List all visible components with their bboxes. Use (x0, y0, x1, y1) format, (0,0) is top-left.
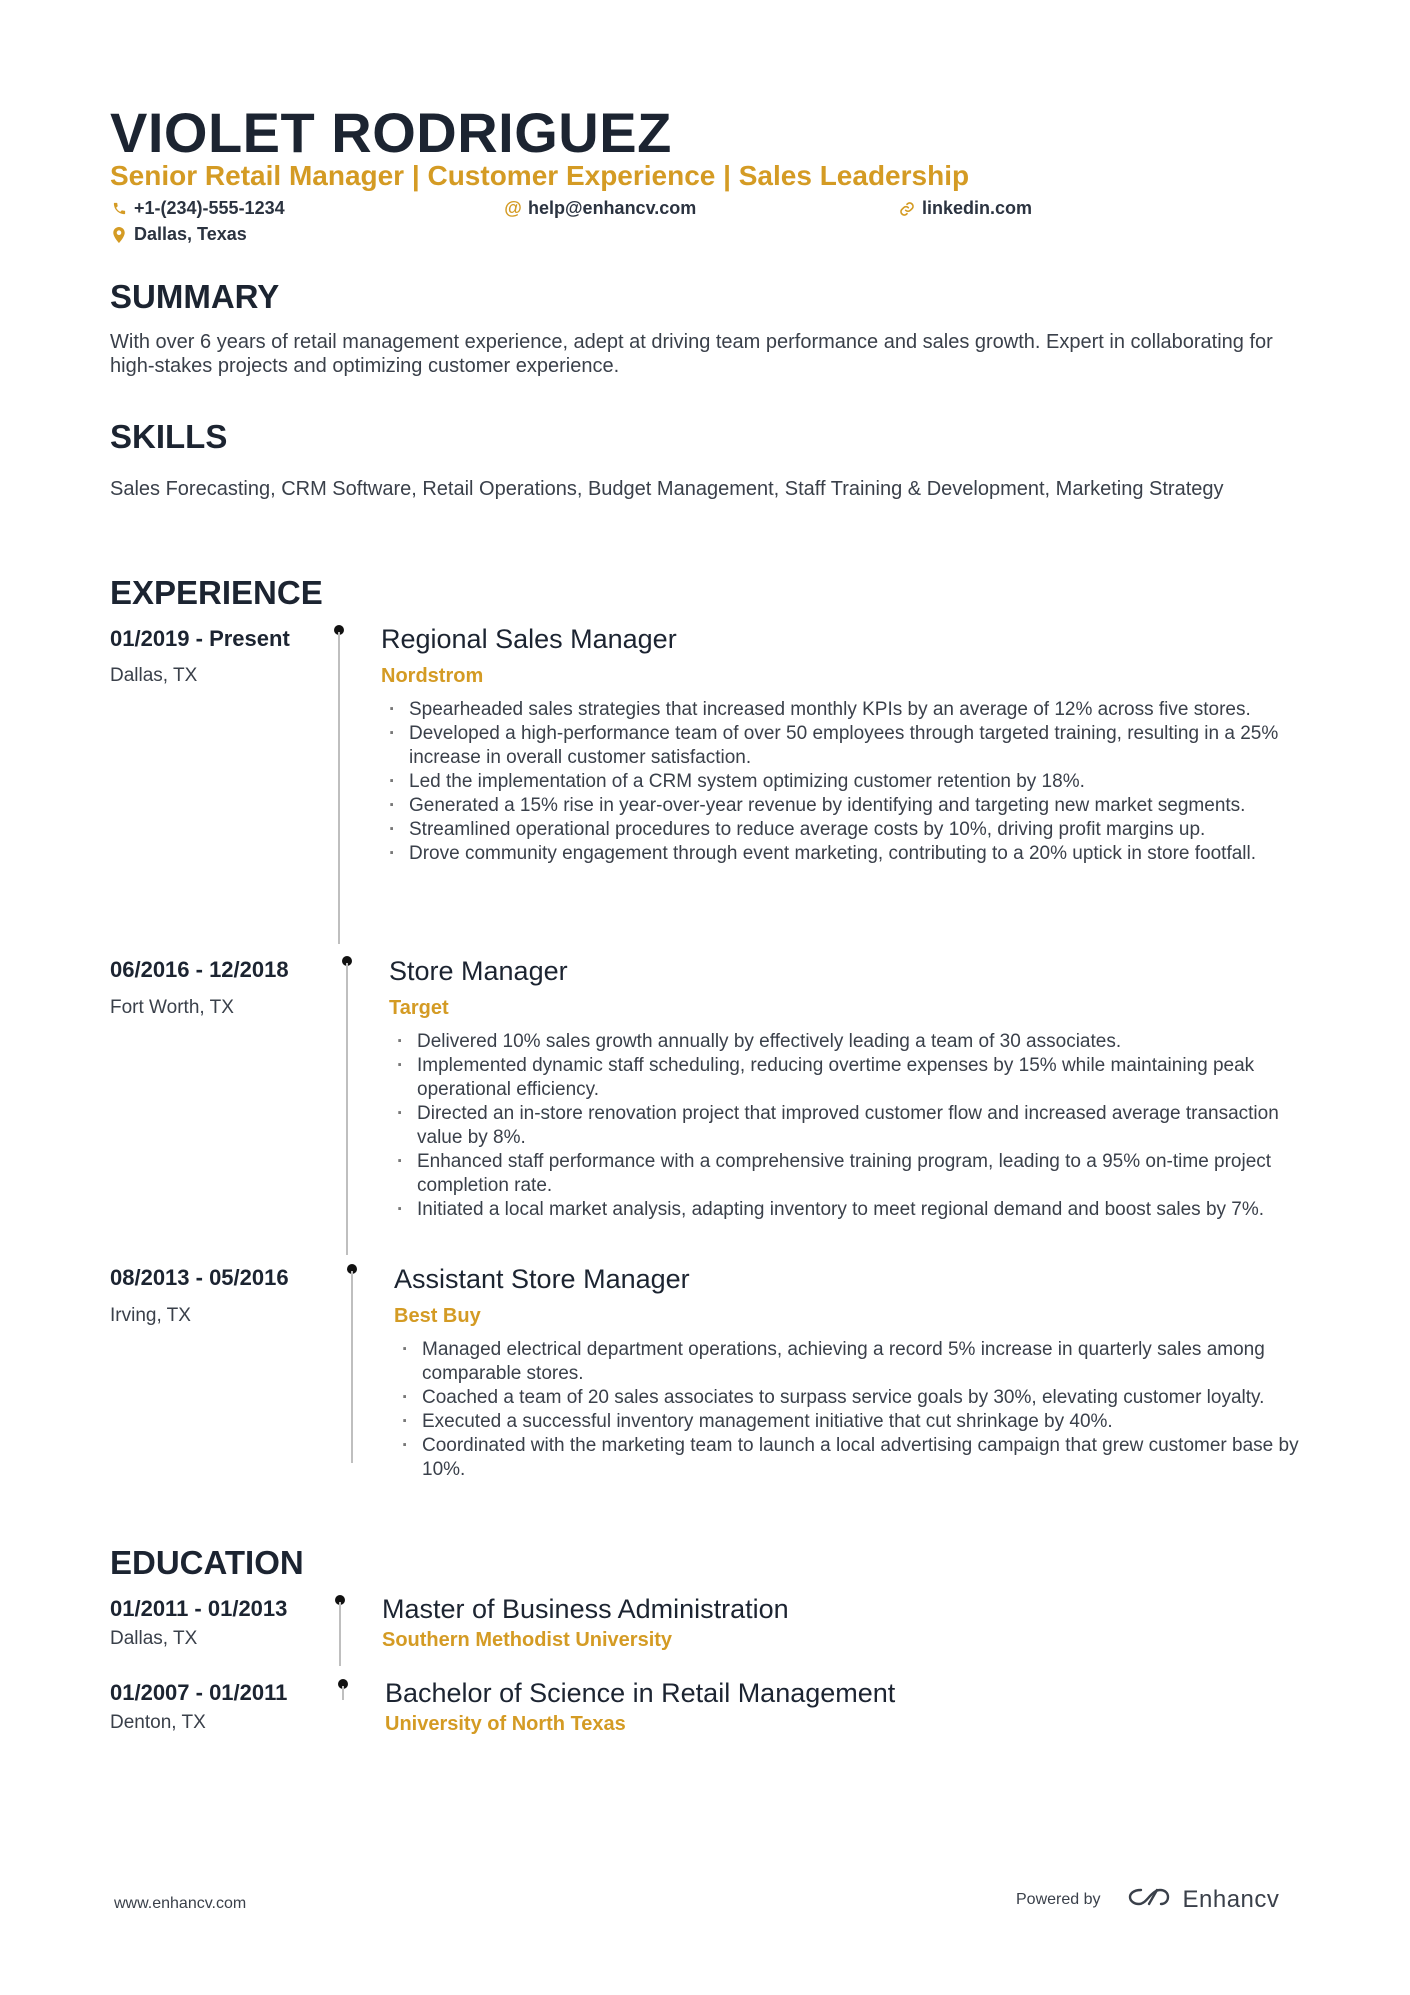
timeline-line (339, 1602, 341, 1666)
bullet-item: · Generated a 15% rise in year-over-year revenue by identifying and targeting new market segments. (381, 794, 1301, 818)
contact-location (110, 224, 247, 245)
bullet-item: · Developed a high-performance team of over 50 employees through targeted training, resulting in a 25% increase in overall customer satisfaction. (381, 722, 1301, 770)
job-dates: 06/2016 - 12/2018 (110, 957, 289, 982)
headline: Senior Retail Manager | Customer Experience | Sales Leadership (110, 160, 970, 191)
edu-location: Dallas, TX (110, 1628, 198, 1649)
bullet-item: · Coached a team of 20 sales associates to surpass service goals by 30%, elevating customer loyalty. (394, 1386, 1314, 1410)
company-name: Target (389, 997, 449, 1019)
link-icon (898, 200, 916, 218)
email-text: help@enhancv.com (528, 198, 697, 218)
footer-branding (1016, 1885, 1279, 1914)
edu-dates: 01/2007 - 01/2011 (110, 1680, 288, 1705)
degree-title: Master of Business Administration (382, 1594, 789, 1624)
bullet-item: · Managed electrical department operations, achieving a record 5% increase in quarterly sales among comparable stores. (394, 1338, 1314, 1386)
candidate-name: VIOLET RODRIGUEZ (110, 101, 672, 164)
timeline-line (351, 1271, 353, 1463)
location-text: Dallas, Texas (134, 224, 247, 244)
edu-dates: 01/2011 - 01/2013 (110, 1596, 288, 1621)
job-dates: 01/2019 - Present (110, 626, 290, 651)
degree-title: Bachelor of Science in Retail Management (385, 1678, 896, 1708)
education-heading: EDUCATION (110, 1544, 304, 1581)
brand-name: Enhancv (1182, 1885, 1280, 1913)
job-title: Assistant Store Manager (394, 1264, 690, 1294)
phone-text: +1-(234)-555-1234 (134, 198, 285, 218)
school-name: University of North Texas (385, 1713, 626, 1735)
job-location: Fort Worth, TX (110, 997, 234, 1018)
powered-by-label: Powered by (1016, 1890, 1101, 1908)
bullet-item: · Directed an in-store renovation project that improved customer flow and increased average transaction value by 8%. (389, 1102, 1309, 1150)
contact-email[interactable] (504, 198, 696, 219)
skills-text: Sales Forecasting, CRM Software, Retail Operations, Budget Management, Staff Training & Development, Marketing Strategy (110, 478, 1224, 500)
timeline-line (342, 1686, 344, 1700)
summary-text: With over 6 years of retail management experience, adept at driving team performance and sales growth. Expert in collaborating for high-stakes projects and optimizing customer experience. (110, 331, 1273, 377)
bullet-item: · Executed a successful inventory management initiative that cut shrinkage by 40%. (394, 1410, 1314, 1434)
job-bullets (381, 698, 1301, 866)
job-location: Irving, TX (110, 1305, 191, 1326)
company-name: Best Buy (394, 1305, 481, 1327)
timeline-line (338, 632, 340, 944)
edu-location: Denton, TX (110, 1712, 206, 1733)
job-bullets (389, 1030, 1309, 1222)
skills-heading: SKILLS (110, 418, 228, 455)
bullet-item: · Delivered 10% sales growth annually by effectively leading a team of 30 associates. (389, 1030, 1309, 1054)
bullet-item: · Drove community engagement through event marketing, contributing to a 20% uptick in store footfall. (381, 842, 1301, 866)
summary-heading: SUMMARY (110, 278, 280, 315)
phone-icon (110, 200, 128, 218)
linkedin-text: linkedin.com (922, 198, 1033, 218)
bullet-item: · Implemented dynamic staff scheduling, reducing overtime expenses by 15% while maintaining peak operational efficiency. (389, 1054, 1309, 1102)
job-title: Store Manager (389, 956, 568, 986)
timeline-line (346, 963, 348, 1255)
bullet-item: · Initiated a local market analysis, adapting inventory to meet regional demand and boost sales by 7%. (389, 1198, 1309, 1222)
job-location: Dallas, TX (110, 665, 198, 686)
contact-linkedin[interactable] (898, 198, 1032, 219)
enhancv-logo-icon (1127, 1885, 1175, 1914)
bullet-item: · Led the implementation of a CRM system optimizing customer retention by 18%. (381, 770, 1301, 794)
job-dates: 08/2013 - 05/2016 (110, 1265, 289, 1290)
bullet-item: · Enhanced staff performance with a comprehensive training program, leading to a 95% on-time project completion rate. (389, 1150, 1309, 1198)
bullet-item: · Coordinated with the marketing team to launch a local advertising campaign that grew customer base by 10%. (394, 1434, 1314, 1482)
contact-phone[interactable] (110, 198, 285, 219)
bullet-item: · Spearheaded sales strategies that increased monthly KPIs by an average of 12% across five stores. (381, 698, 1301, 722)
at-icon: @ (504, 198, 522, 218)
job-bullets (394, 1338, 1314, 1482)
footer-website[interactable]: www.enhancv.com (114, 1895, 247, 1912)
experience-heading: EXPERIENCE (110, 574, 323, 611)
location-pin-icon (110, 226, 128, 244)
bullet-item: · Streamlined operational procedures to reduce average costs by 10%, driving profit margins up. (381, 818, 1301, 842)
job-title: Regional Sales Manager (381, 624, 677, 654)
school-name: Southern Methodist University (382, 1629, 673, 1651)
company-name: Nordstrom (381, 665, 484, 687)
